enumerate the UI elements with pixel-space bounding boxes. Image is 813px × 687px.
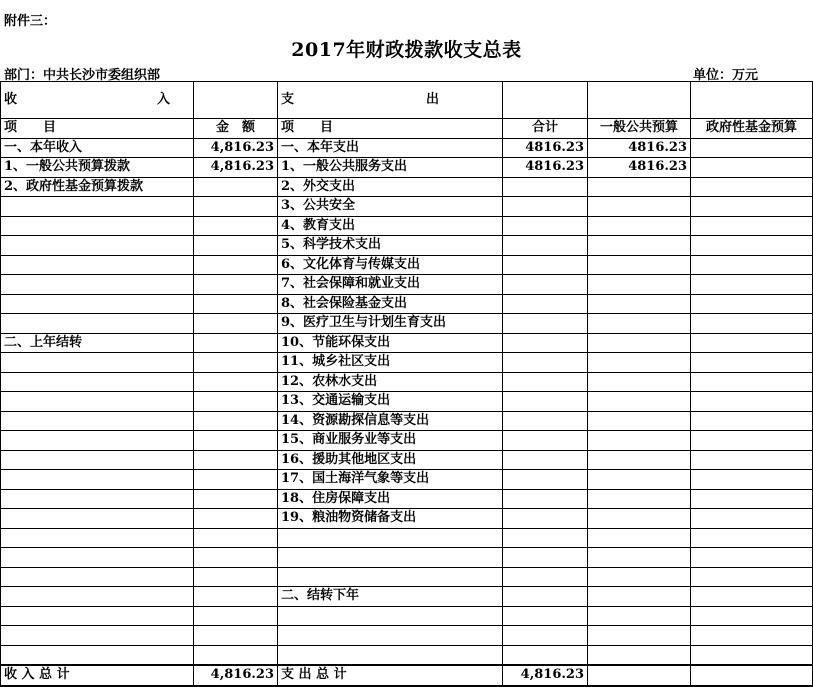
- table-row: [1, 255, 813, 275]
- general-budget-cell: [588, 567, 691, 587]
- expense-total-cell: [503, 528, 588, 548]
- fund-budget-cell: [691, 489, 813, 509]
- income-item-cell: 一、本年收入: [1, 138, 194, 158]
- table-row: [1, 548, 813, 568]
- income-item-cell: [1, 255, 194, 275]
- fund-budget-cell: [691, 528, 813, 548]
- general-budget-cell: [588, 470, 691, 490]
- fund-budget-cell: [691, 138, 813, 158]
- table-row: [1, 216, 813, 236]
- general-budget-cell: 4816.23: [588, 138, 691, 158]
- expense-total-cell: 4816.23: [503, 158, 588, 178]
- income-item-cell: [1, 489, 194, 509]
- expense-item-cell: 15、商业服务业等支出: [278, 431, 503, 451]
- table-row: [1, 489, 813, 509]
- income-amount-cell: 4,816.23: [194, 158, 278, 178]
- fund-budget-cell: [691, 450, 813, 470]
- expense-item-cell: 4、教育支出: [278, 216, 503, 236]
- expense-item-cell: 14、资源勘探信息等支出: [278, 411, 503, 431]
- expense-total-cell: [503, 626, 588, 646]
- page-title: 2017年财政拨款收支总表: [291, 39, 522, 61]
- income-item-cell: [1, 548, 194, 568]
- income-item-cell: [1, 431, 194, 451]
- expense-item-cell: 1、一般公共服务支出: [278, 158, 503, 178]
- income-amount-cell: [194, 548, 278, 568]
- income-amount-cell: [194, 567, 278, 587]
- income-amount-cell: [194, 587, 278, 607]
- general-budget-cell: 4816.23: [588, 158, 691, 178]
- general-budget-cell: [588, 275, 691, 295]
- general-budget-cell: [588, 392, 691, 412]
- fund-budget-cell: [691, 236, 813, 256]
- income-amount-cell: [194, 216, 278, 236]
- fund-budget-cell: [691, 567, 813, 587]
- expense-item-cell: [278, 567, 503, 587]
- income-amount-cell: [194, 372, 278, 392]
- expense-total-cell: [503, 509, 588, 529]
- general-budget-cell: [588, 177, 691, 197]
- expense-item-cell: 16、援助其他地区支出: [278, 450, 503, 470]
- table-row: [1, 470, 813, 490]
- income-item-cell: 2、政府性基金预算拨款: [1, 177, 194, 197]
- table-row: [1, 236, 813, 256]
- income-item-cell: [1, 470, 194, 490]
- col-header-item-out: 项 目: [278, 119, 503, 139]
- table-row: [1, 333, 813, 353]
- expense-total-cell: [503, 567, 588, 587]
- expense-item-cell: [278, 606, 503, 626]
- fund-budget-cell: [691, 645, 813, 665]
- fund-budget-cell: [691, 626, 813, 646]
- expense-item-cell: 13、交通运输支出: [278, 392, 503, 412]
- expense-total-cell: [503, 548, 588, 568]
- income-amount-cell: [194, 392, 278, 412]
- expense-total-cell: [503, 645, 588, 665]
- department-label: 部门：中共长沙市委组织部: [4, 68, 161, 83]
- income-amount-cell: [194, 236, 278, 256]
- income-amount-cell: [194, 470, 278, 490]
- general-budget-cell: [588, 548, 691, 568]
- expense-item-cell: [278, 528, 503, 548]
- attachment-label: 附件三：: [4, 14, 57, 29]
- income-item-cell: [1, 314, 194, 334]
- expense-header-blank-1: [503, 82, 588, 119]
- income-amount-cell: 4,816.23: [194, 138, 278, 158]
- fund-budget-cell: [691, 372, 813, 392]
- expense-item-cell: 11、城乡社区支出: [278, 353, 503, 373]
- general-budget-cell: [588, 528, 691, 548]
- table-row: [1, 177, 813, 197]
- expense-item-cell: 12、农林水支出: [278, 372, 503, 392]
- expense-header-blank-2: [588, 82, 691, 119]
- fund-budget-cell: [691, 509, 813, 529]
- income-item-cell: [1, 392, 194, 412]
- income-item-cell: 1、一般公共预算拨款: [1, 158, 194, 178]
- general-budget-cell: [588, 606, 691, 626]
- income-amount-cell: [194, 509, 278, 529]
- table-row: [1, 158, 813, 178]
- general-budget-cell: [588, 489, 691, 509]
- expense-total-cell: [503, 606, 588, 626]
- general-budget-cell: [588, 255, 691, 275]
- table-row: [1, 606, 813, 626]
- table-row: [1, 197, 813, 217]
- expense-header-blank-3: [691, 82, 813, 119]
- fund-budget-cell: [691, 606, 813, 626]
- table-row: [1, 450, 813, 470]
- table-row: [1, 392, 813, 412]
- general-budget-cell: [588, 197, 691, 217]
- fund-budget-cell: [691, 275, 813, 295]
- income-item-cell: [1, 587, 194, 607]
- expense-item-cell: 19、粮油物资储备支出: [278, 509, 503, 529]
- col-header-amount: 金 额: [194, 119, 278, 139]
- fund-budget-cell: [691, 314, 813, 334]
- col-header-item-in: 项 目: [1, 119, 194, 139]
- general-budget-cell: [588, 587, 691, 607]
- income-total-label: 收 入 总 计: [1, 665, 194, 686]
- income-amount-cell: [194, 626, 278, 646]
- fund-budget-cell: [691, 431, 813, 451]
- fund-budget-cell: [691, 392, 813, 412]
- general-budget-cell: [588, 645, 691, 665]
- expense-item-cell: 10、节能环保支出: [278, 333, 503, 353]
- income-item-cell: [1, 294, 194, 314]
- income-amount-cell: [194, 197, 278, 217]
- income-amount-cell: [194, 489, 278, 509]
- income-amount-cell: [194, 528, 278, 548]
- header-row-1: [1, 82, 813, 119]
- income-amount-cell: [194, 177, 278, 197]
- income-item-cell: [1, 606, 194, 626]
- totals-row: [1, 665, 813, 686]
- general-budget-cell: [588, 450, 691, 470]
- expense-total-cell: [503, 294, 588, 314]
- general-budget-cell: [588, 372, 691, 392]
- income-amount-cell: [194, 255, 278, 275]
- income-amount-cell: [194, 450, 278, 470]
- general-budget-cell: [588, 294, 691, 314]
- expense-item-cell: 6、文化体育与传媒支出: [278, 255, 503, 275]
- general-budget-cell: [588, 353, 691, 373]
- col-header-general: 一般公共预算: [588, 119, 691, 139]
- income-amount-cell: [194, 353, 278, 373]
- general-budget-cell: [588, 431, 691, 451]
- expense-header: 支 出: [278, 82, 503, 119]
- expense-total-cell: [503, 450, 588, 470]
- fund-budget-cell: [691, 216, 813, 236]
- fund-budget-cell: [691, 197, 813, 217]
- expense-total-cell: [503, 177, 588, 197]
- income-item-cell: 二、上年结转: [1, 333, 194, 353]
- expense-item-cell: 5、科学技术支出: [278, 236, 503, 256]
- fund-budget-cell: [691, 294, 813, 314]
- income-item-cell: [1, 197, 194, 217]
- expense-item-cell: 9、医疗卫生与计划生育支出: [278, 314, 503, 334]
- table-row: [1, 294, 813, 314]
- income-item-cell: [1, 626, 194, 646]
- header-row-2: [1, 119, 813, 139]
- fund-budget-cell: [691, 548, 813, 568]
- expense-total-cell: [503, 216, 588, 236]
- income-item-cell: [1, 528, 194, 548]
- income-amount-cell: [194, 431, 278, 451]
- income-item-cell: [1, 236, 194, 256]
- expense-item-cell: 8、社会保险基金支出: [278, 294, 503, 314]
- income-item-cell: [1, 216, 194, 236]
- expense-total-cell: [503, 197, 588, 217]
- income-amount-cell: [194, 275, 278, 295]
- income-amount-cell: [194, 314, 278, 334]
- expense-item-cell: [278, 626, 503, 646]
- fund-budget-cell: [691, 470, 813, 490]
- expense-item-cell: 2、外交支出: [278, 177, 503, 197]
- table-row: [1, 567, 813, 587]
- expense-total-cell: [503, 587, 588, 607]
- fund-budget-cell: [691, 255, 813, 275]
- expense-item-cell: [278, 548, 503, 568]
- fund-budget-cell: [691, 587, 813, 607]
- general-budget-cell: [588, 216, 691, 236]
- expense-item-cell: 7、社会保障和就业支出: [278, 275, 503, 295]
- col-header-total: 合计: [503, 119, 588, 139]
- fund-budget-cell: [691, 411, 813, 431]
- income-header: 收 入: [1, 82, 194, 119]
- col-header-fund: 政府性基金预算: [691, 119, 813, 139]
- fund-budget-cell: [691, 353, 813, 373]
- fund-budget-cell: [691, 333, 813, 353]
- expense-total-cell: [503, 333, 588, 353]
- expense-item-cell: 一、本年支出: [278, 138, 503, 158]
- general-budget-cell: [588, 236, 691, 256]
- expense-total-amount: 4,816.23: [503, 665, 588, 686]
- income-amount-cell: [194, 645, 278, 665]
- general-budget-cell: [588, 314, 691, 334]
- income-amount-cell: [194, 333, 278, 353]
- expense-total-cell: [503, 353, 588, 373]
- table-row: [1, 353, 813, 373]
- general-budget-cell: [588, 509, 691, 529]
- income-item-cell: [1, 372, 194, 392]
- unit-label: 单位：万元: [693, 68, 759, 83]
- expense-total-cell: [503, 314, 588, 334]
- fund-budget-cell: [691, 158, 813, 178]
- expense-total-cell: [503, 372, 588, 392]
- table-row: [1, 275, 813, 295]
- income-amount-cell: [194, 411, 278, 431]
- table-row: [1, 431, 813, 451]
- expense-total-cell: [503, 470, 588, 490]
- table-row: [1, 411, 813, 431]
- income-item-cell: [1, 645, 194, 665]
- income-amount-cell: [194, 606, 278, 626]
- general-budget-total: [588, 665, 691, 686]
- table-row: [1, 314, 813, 334]
- income-amount-cell: [194, 294, 278, 314]
- fund-budget-total: [691, 665, 813, 686]
- expense-total-label: 支 出 总 计: [278, 665, 503, 686]
- expense-item-cell: 3、公共安全: [278, 197, 503, 217]
- income-item-cell: [1, 450, 194, 470]
- general-budget-cell: [588, 333, 691, 353]
- general-budget-cell: [588, 411, 691, 431]
- table-row: [1, 587, 813, 607]
- income-item-cell: [1, 509, 194, 529]
- income-header-blank: [194, 82, 278, 119]
- table-row: [1, 138, 813, 158]
- expense-total-cell: [503, 392, 588, 412]
- expense-total-cell: [503, 411, 588, 431]
- table-row: [1, 626, 813, 646]
- income-item-cell: [1, 567, 194, 587]
- general-budget-cell: [588, 626, 691, 646]
- expense-total-cell: [503, 489, 588, 509]
- expense-item-cell: 17、国土海洋气象等支出: [278, 470, 503, 490]
- table-row: [1, 509, 813, 529]
- budget-table: [0, 81, 813, 687]
- expense-total-cell: [503, 255, 588, 275]
- expense-total-cell: [503, 431, 588, 451]
- expense-total-cell: [503, 275, 588, 295]
- table-row: [1, 528, 813, 548]
- income-item-cell: [1, 275, 194, 295]
- income-item-cell: [1, 411, 194, 431]
- table-row: [1, 372, 813, 392]
- expense-total-cell: 4816.23: [503, 138, 588, 158]
- expense-total-cell: [503, 236, 588, 256]
- expense-item-cell: 二、结转下年: [278, 587, 503, 607]
- table-row: [1, 645, 813, 665]
- expense-item-cell: 18、住房保障支出: [278, 489, 503, 509]
- fund-budget-cell: [691, 177, 813, 197]
- income-total-amount: 4,816.23: [194, 665, 278, 686]
- income-item-cell: [1, 353, 194, 373]
- expense-item-cell: [278, 645, 503, 665]
